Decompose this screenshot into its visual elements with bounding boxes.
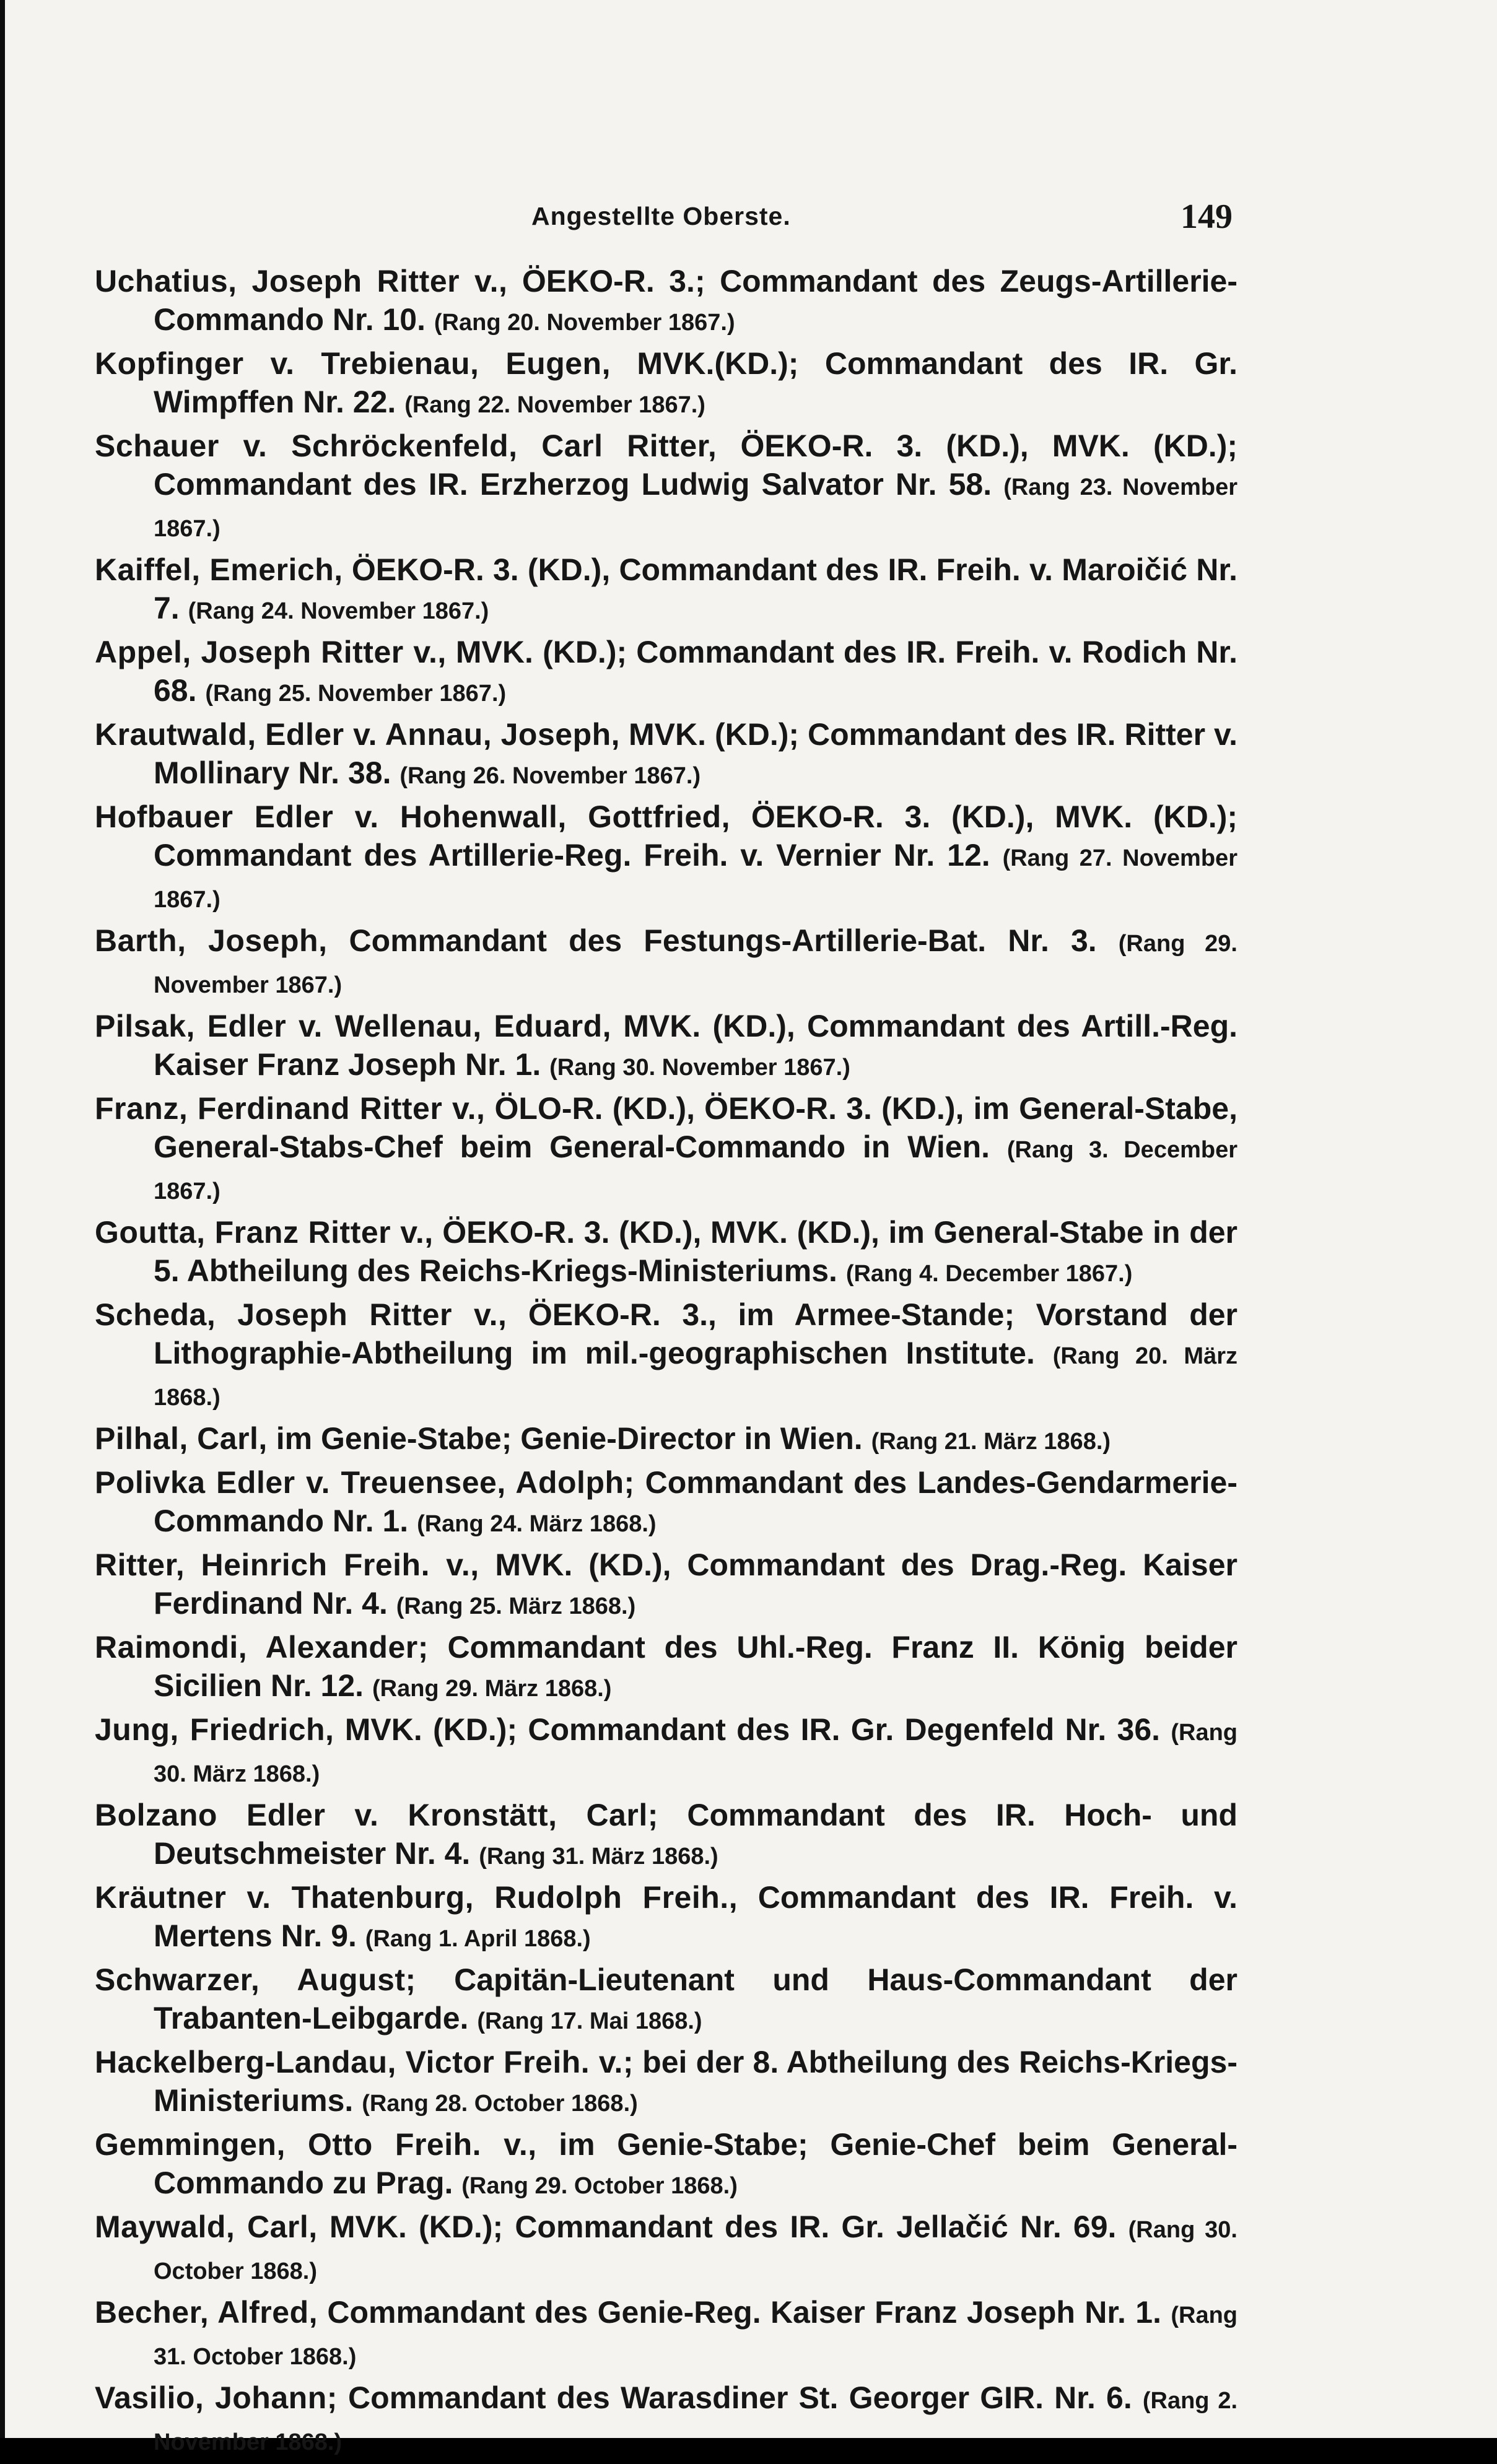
entry-name: Krautwald, Edler v. Annau, Joseph, [95,717,621,752]
entry-rank-date: (Rang 29. November 1867.) [154,931,1237,998]
entry-text: Capitän-Lieutenant und Haus-Commandant der Trabanten-Leibgarde. [154,1962,1237,2035]
entry-text: Commandant des Festungs-Artillerie-Bat. Nr. 3. [327,923,1119,958]
document-page [5,0,1497,2455]
list-item [95,2208,1237,2291]
list-item [95,1796,1237,1876]
entry-text: MVK. (KD.); Commandant des IR. Ritter v. Mollinary Nr. 38. [154,717,1237,790]
list-item [95,1213,1237,1293]
entry-text: ÖEKO-R. 3. (KD.), MVK. (KD.); Commandant des IR. Erzherzog Ludwig Salvator Nr. 58. [154,429,1237,502]
entry-rank-date: (Rang 20. November 1867.) [434,310,735,336]
list-item [95,551,1237,630]
entry-name: Goutta, Franz Ritter v., [95,1215,434,1250]
list-item [95,1961,1237,2040]
entry-rank-date: (Rang 30. November 1867.) [549,1055,850,1081]
entry-rank-date: (Rang 25. März 1868.) [396,1593,636,1619]
entry-rank-date: (Rang 24. März 1868.) [417,1511,657,1537]
entry-rank-date: (Rang 20. März 1868.) [154,1343,1237,1411]
officer-list [95,262,1237,2464]
list-item [95,344,1237,424]
list-item [95,1295,1237,1417]
entry-rank-date: (Rang 30. October 1868.) [154,2217,1237,2284]
entry-rank-date: (Rang 1. April 1868.) [365,1926,591,1952]
entry-rank-date: (Rang 4. December 1867.) [845,1261,1133,1287]
entry-text: im Genie-Stabe; Genie-Director in Wien. [267,1421,871,1456]
list-item [95,1710,1237,1793]
entry-name: Polivka Edler v. Treuensee, Adolph; [95,1465,635,1500]
entry-name: Jung, Friedrich, [95,1712,334,1747]
entry-name: Scheda, Joseph Ritter v., [95,1297,507,1332]
entry-rank-date: (Rang 27. November 1867.) [154,845,1237,913]
entry-rank-date: (Rang 22. November 1867.) [404,392,705,418]
entry-text: ÖEKO-R. 3. (KD.), Commandant des IR. Freih. v. Maroičić Nr. 7. [154,552,1237,625]
entry-name: Hofbauer Edler v. Hohenwall, Gottfried, [95,799,731,834]
entry-name: Hackelberg-Landau, Victor Freih. v.; [95,2045,634,2079]
list-item [95,921,1237,1004]
entry-rank-date: (Rang 2. November 1868.) [154,2388,1238,2455]
entry-name: Vasilio, Johann; [95,2380,338,2415]
entry-rank-date: (Rang 25. November 1867.) [205,681,507,707]
entry-name: Uchatius, Joseph Ritter v., [95,264,508,298]
entry-text: MVK. (KD.); Commandant des IR. Freih. v. Rodich Nr. 68. [154,635,1237,708]
entry-text: Commandant des Landes-Gendarmerie-Commando Nr. 1. [154,1465,1237,1538]
entry-name: Ritter, Heinrich Freih. v., [95,1548,479,1582]
entry-text: ÖEKO-R. 3. (KD.), MVK. (KD.); Commandant des Artillerie-Reg. Freih. v. Vernier Nr. 12. [154,799,1238,873]
list-item [95,1419,1237,1461]
list-item [95,2125,1237,2205]
entry-rank-date: (Rang 28. October 1868.) [362,2091,638,2117]
entry-rank-date: (Rang 31. October 1868.) [154,2302,1237,2370]
list-item [95,633,1237,713]
entry-text: MVK. (KD.); Commandant des IR. Gr. Degenfeld Nr. 36. [334,1712,1171,1747]
running-title: Angestellte Oberste. [531,202,791,230]
page-number: 149 [1181,198,1233,236]
entry-rank-date: (Rang 29. März 1868.) [372,1676,612,1702]
list-item [95,798,1237,919]
list-item [95,2379,1237,2462]
entry-text: ÖEKO-R. 3., im Armee-Stande; Vorstand der Lithographie-Abtheilung im mil.-geographischen Institute. [154,1297,1237,1370]
entry-rank-date: (Rang 31. März 1868.) [479,1844,718,1870]
entry-name: Gemmingen, Otto Freih. v., [95,2127,537,2162]
entry-text: MVK. (KD.); Commandant des IR. Gr. Jellačić Nr. 69. [317,2209,1128,2244]
entry-rank-date: (Rang 29. October 1868.) [461,2173,738,2199]
entry-name: Appel, Joseph Ritter v., [95,635,447,669]
entry-name: Becher, Alfred, [95,2295,318,2330]
list-item [95,1089,1237,1211]
entry-rank-date: (Rang 26. November 1867.) [399,763,701,789]
entry-rank-date: (Rang 24. November 1867.) [188,598,489,624]
entry-name: Schauer v. Schröckenfeld, Carl Ritter, [95,429,717,463]
entry-rank-date: (Rang 3. December 1867.) [154,1137,1238,1204]
entry-text: Commandant des IR. Hoch- und Deutschmeister Nr. 4. [154,1798,1237,1871]
list-item [95,427,1237,548]
list-item [95,715,1237,795]
list-item [95,1007,1237,1087]
entry-name: Bolzano Edler v. Kronstätt, Carl; [95,1798,658,1832]
entry-name: Raimondi, Alexander; [95,1630,429,1665]
entry-text: ÖEKO-R. 3.; Commandant des Zeugs-Artillerie-Commando Nr. 10. [154,264,1238,337]
entry-text: Commandant des Genie-Reg. Kaiser Franz Joseph Nr. 1. [318,2295,1171,2330]
entry-name: Kräutner v. Thatenburg, Rudolph Freih., [95,1880,738,1915]
entry-rank-date: (Rang 30. März 1868.) [154,1720,1237,1787]
running-head [5,197,1497,240]
list-item [95,1463,1237,1543]
entry-name: Pilhal, Carl, [95,1421,268,1456]
entry-text: ÖEKO-R. 3. (KD.), MVK. (KD.), im General-Stabe in der 5. Abtheilung des Reichs-Kriegs-Ministeriums. [154,1215,1238,1288]
entry-name: Kaiffel, Emerich, [95,552,343,587]
entry-text: Commandant des Uhl.-Reg. Franz II. König beider Sicilien Nr. 12. [154,1630,1237,1703]
list-item [95,1628,1237,1708]
list-item [95,2293,1237,2376]
entry-rank-date: (Rang 17. Mai 1868.) [477,2008,702,2034]
entry-rank-date: (Rang 23. November 1867.) [154,474,1237,542]
scan-edge [0,0,5,2438]
entry-name: Maywald, Carl, [95,2209,318,2244]
entry-text: Commandant des Warasdiner St. Georger GIR. Nr. 6. [337,2380,1143,2415]
list-item [95,2043,1237,2123]
entry-text: MVK. (KD.), Commandant des Artill.-Reg. Kaiser Franz Joseph Nr. 1. [154,1009,1238,1082]
entry-name: Pilsak, Edler v. Wellenau, Eduard, [95,1009,612,1043]
entry-rank-date: (Rang 21. März 1868.) [871,1429,1111,1455]
entry-text: Commandant des IR. Freih. v. Mertens Nr. 9. [154,1880,1237,1953]
entry-text: ÖLO-R. (KD.), ÖEKO-R. 3. (KD.), im General-Stabe, General-Stabs-Chef beim General-Commando in Wien. [154,1091,1237,1164]
entry-text: im Genie-Stabe; Genie-Chef beim General-Commando zu Prag. [154,2127,1237,2200]
entry-text: MVK.(KD.); Commandant des IR. Gr. Wimpffen Nr. 22. [154,346,1237,419]
entry-name: Barth, Joseph, [95,923,328,958]
list-item [95,1546,1237,1626]
entry-name: Kopfinger v. Trebienau, Eugen, [95,346,611,381]
entry-name: Schwarzer, August; [95,1962,416,1997]
list-item [95,1878,1237,1958]
entry-text: MVK. (KD.), Commandant des Drag.-Reg. Kaiser Ferdinand Nr. 4. [154,1548,1237,1621]
entry-text: bei der 8. Abtheilung des Reichs-Kriegs-Ministeriums. [154,2045,1237,2118]
entry-name: Franz, Ferdinand Ritter v., [95,1091,486,1126]
list-item [95,262,1237,342]
